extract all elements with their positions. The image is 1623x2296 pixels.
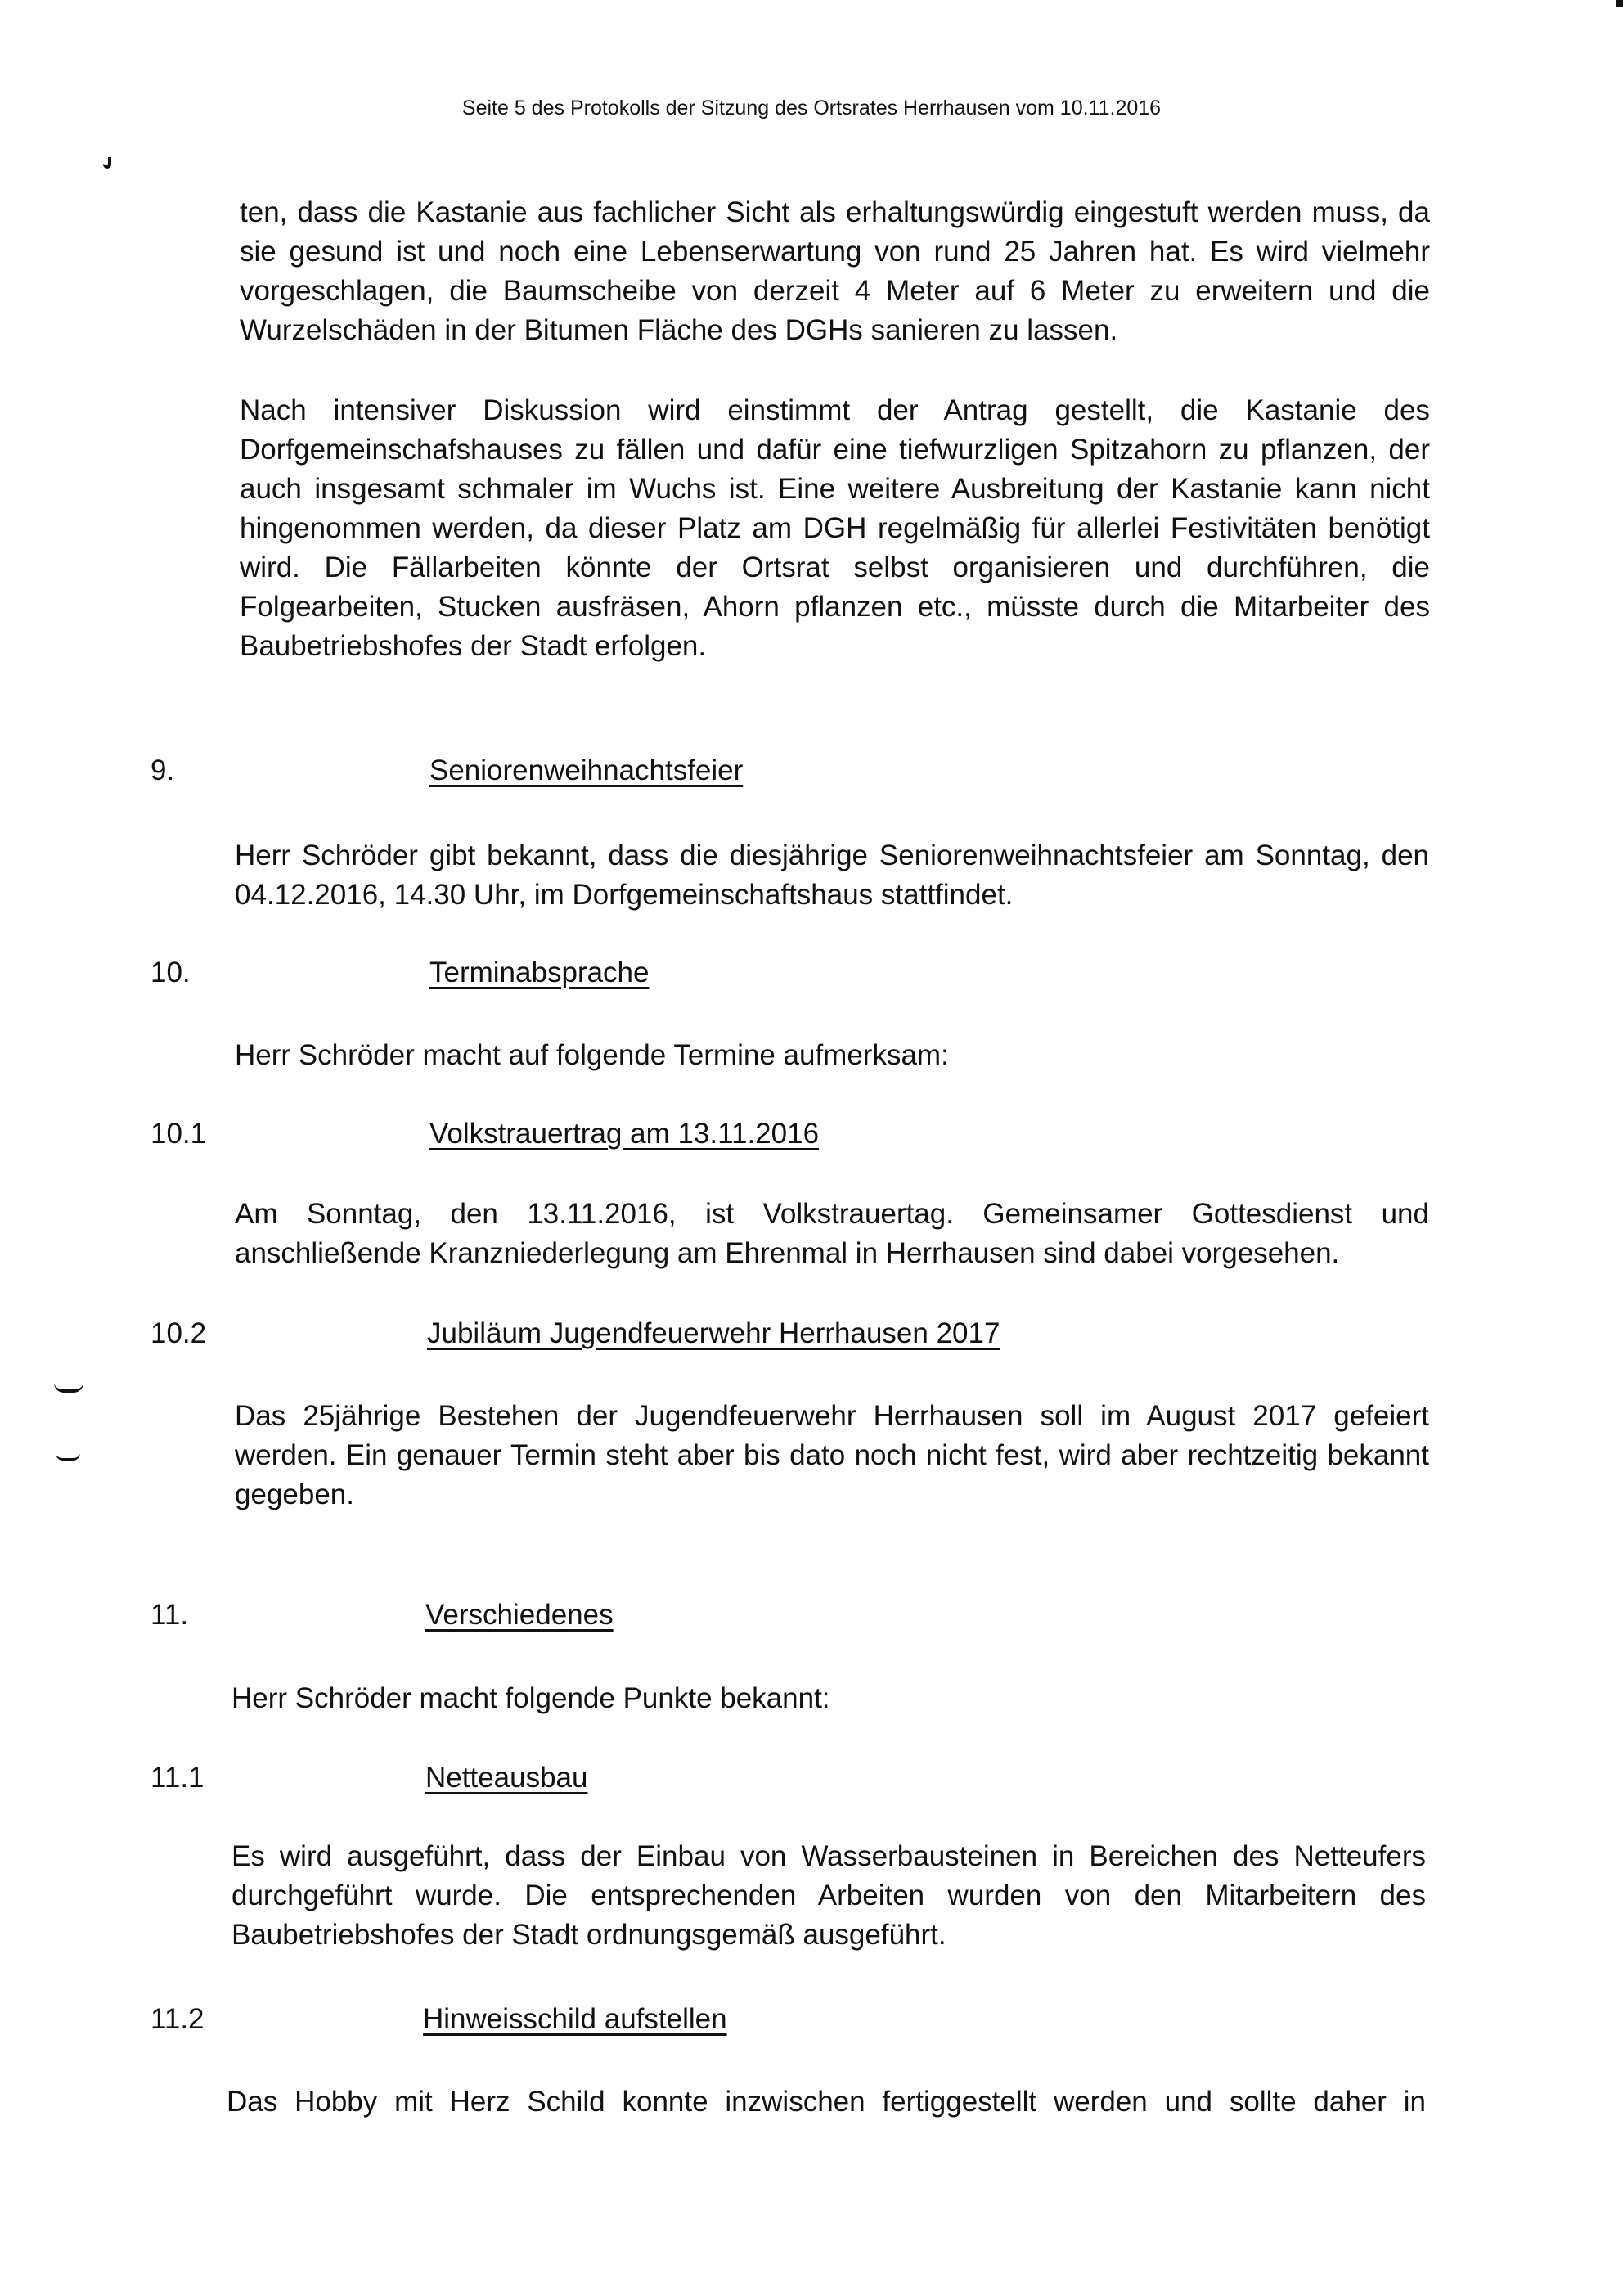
item-number: 11. bbox=[151, 1599, 189, 1631]
item-title: Volkstrauertrag am 13.11.2016 bbox=[429, 1118, 820, 1150]
scan-artifact bbox=[1616, 0, 1623, 7]
item-number: 10. bbox=[151, 957, 191, 988]
item-text: Herr Schröder macht folgende Punkte bekannt: bbox=[232, 1682, 830, 1714]
page-header: Seite 5 des Protokolls der Sitzung des Ortsrates Herrhausen vom 10.11.2016 bbox=[461, 97, 1162, 119]
paragraph-continuation-1: ten, dass die Kastanie aus fachlicher Sicht als erhaltungswürdig eingestuft werden muss, da sie gesund ist und noch eine Lebenserwartung von rund 25 Jahren hat. Es wird vielmehr vorgeschlagen, die Baumscheibe von derzeit 4 Meter auf 6 Meter zu erweitern und die Wurzelschäden in der Bitumen Fläche des DGHs sanieren zu lassen. bbox=[240, 196, 1430, 346]
scan-artifact bbox=[54, 1383, 83, 1393]
item-title: Jubiläum Jugendfeuerwehr Herrhausen 2017 bbox=[427, 1317, 1000, 1349]
item-title: Terminabsprache bbox=[429, 957, 650, 988]
item-title: Netteausbau bbox=[425, 1762, 588, 1794]
item-number: 10.1 bbox=[151, 1118, 207, 1150]
item-number: 11.1 bbox=[151, 1762, 205, 1794]
item-number: 10.2 bbox=[151, 1317, 207, 1349]
item-text: Das Hobby mit Herz Schild konnte inzwischen fertiggestellt werden und sollte daher in bbox=[227, 2086, 1426, 2118]
item-text: Herr Schröder macht auf folgende Termine aufmerksam: bbox=[235, 1039, 949, 1071]
item-text: Das 25jährige Bestehen der Jugendfeuerwehr Herrhausen soll im August 2017 gefeiert werden. Ein genauer Termin steht aber bis dato noch nicht fest, wird aber rechtzeitig bekannt gegeben. bbox=[235, 1400, 1429, 1510]
item-text: Es wird ausgeführt, dass der Einbau von Wasserbausteinen in Bereichen des Netteufers durchgeführt wurde. Die entsprechenden Arbeiten wurden von den Mitarbeitern des Baubetriebshofes der Stadt ordnungsgemäß ausgeführt. bbox=[232, 1840, 1426, 1951]
item-number: 11.2 bbox=[151, 2003, 205, 2035]
item-text: Am Sonntag, den 13.11.2016, ist Volkstrauertag. Gemeinsamer Gottesdienst und anschließende Kranzniederlegung am Ehrenmal in Herrhausen sind dabei vorgesehen. bbox=[235, 1198, 1429, 1269]
paragraph-continuation-2: Nach intensiver Diskussion wird einstimmt der Antrag gestellt, die Kastanie des Dorfgemeinschafshauses zu fällen und dafür eine tiefwurzligen Spitzahorn zu pflanzen, der auch insgesamt schmaler im Wuchs ist. Eine weitere Ausbreitung der Kastanie kann nicht hingenommen werden, da dieser Platz am DGH regelmäßig für allerlei Festivitäten benötigt wird. Die Fällarbeiten könnte der Ortsrat selbst organisieren und durchführen, die Folgearbeiten, Stucken ausfräsen, Ahorn pflanzen etc., müsste durch die Mitarbeiter des Baubetriebshofes der Stadt erfolgen. bbox=[240, 394, 1430, 662]
item-number: 9. bbox=[151, 754, 175, 786]
scan-artifact bbox=[56, 1453, 80, 1461]
item-title: Seniorenweihnachtsfeier bbox=[429, 754, 744, 786]
item-text: Herr Schröder gibt bekannt, dass die diesjährige Seniorenweihnachtsfeier am Sonntag, den 04.12.2016, 14.30 Uhr, im Dorfgemeinschaftshaus stattfindet. bbox=[235, 840, 1429, 911]
item-title: Verschiedenes bbox=[425, 1599, 614, 1631]
scan-artifact bbox=[103, 157, 111, 169]
item-title: Hinweisschild aufstellen bbox=[423, 2003, 727, 2035]
